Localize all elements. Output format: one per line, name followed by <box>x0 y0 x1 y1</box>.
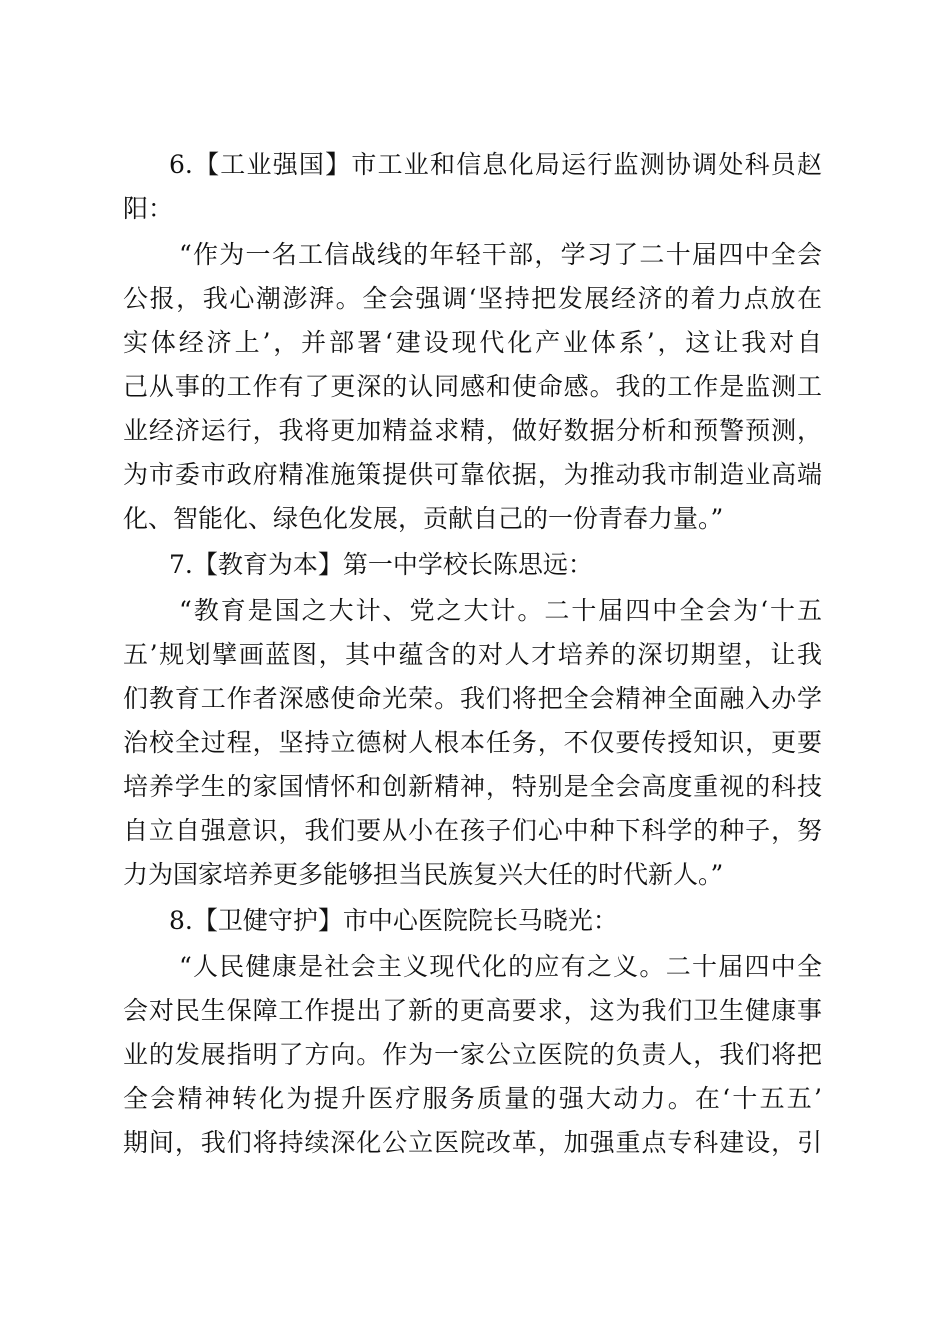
text-line: 6.【工业强国】市工业和信息化局运行监测协调处科员赵 <box>169 150 822 179</box>
text-line: “人民健康是社会主义现代化的应有之义。二十届四中全 <box>179 952 822 981</box>
quote-paragraph <box>123 589 822 897</box>
text-line: 8.【卫健守护】市中心医院院长马晓光： <box>169 906 618 935</box>
text-line: 为市委市政府精准施策提供可靠依据，为推动我市制造业高端 <box>123 460 822 489</box>
text-line: 实体经济上’，并部署‘建设现代化产业体系’，这让我对自 <box>123 328 822 357</box>
text-line: 五’规划擘画蓝图，其中蕴含的对人才培养的深切期望，让我 <box>123 640 822 669</box>
text-line: 力为国家培养更多能够担当民族复兴大任的时代新人。” <box>123 860 724 889</box>
text-line: 全会精神转化为提升医疗服务质量的强大动力。在‘十五五’ <box>123 1084 822 1113</box>
text-line: 业经济运行，我将更加精益求精，做好数据分析和预警预测， <box>123 416 822 445</box>
text-line: 自立自强意识，我们要从小在孩子们心中种下科学的种子，努 <box>123 816 822 845</box>
text-line: 公报，我心潮澎湃。全会强调‘坚持把发展经济的着力点放在 <box>123 284 822 313</box>
quote-paragraph <box>123 233 822 541</box>
text-line: “作为一名工信战线的年轻干部，学习了二十届四中全会 <box>179 240 822 269</box>
text-line: 们教育工作者深感使命光荣。我们将把全会精神全面融入办学 <box>123 684 822 713</box>
text-line: 化、智能化、绿色化发展，贡献自己的一份青春力量。” <box>123 504 724 533</box>
document-body <box>123 141 822 1165</box>
text-line: 培养学生的家国情怀和创新精神，特别是全会高度重视的科技 <box>123 772 822 801</box>
text-line: 7.【教育为本】第一中学校长陈思远： <box>169 550 593 579</box>
section-heading <box>123 543 822 587</box>
text-line: 期间，我们将持续深化公立医院改革，加强重点专科建设，引 <box>123 1128 822 1157</box>
section-heading <box>123 143 822 231</box>
quote-paragraph <box>123 945 822 1165</box>
section-heading <box>123 899 822 943</box>
text-line: 会对民生保障工作提出了新的更高要求，这为我们卫生健康事 <box>123 996 822 1025</box>
text-line: 治校全过程，坚持立德树人根本任务，不仅要传授知识，更要 <box>123 728 822 757</box>
text-line: 业的发展指明了方向。作为一家公立医院的负责人，我们将把 <box>123 1040 822 1069</box>
text-line: 阳： <box>123 194 174 223</box>
text-line: “教育是国之大计、党之大计。二十届四中全会为‘十五 <box>179 596 822 625</box>
text-line: 己从事的工作有了更深的认同感和使命感。我的工作是监测工 <box>123 372 822 401</box>
